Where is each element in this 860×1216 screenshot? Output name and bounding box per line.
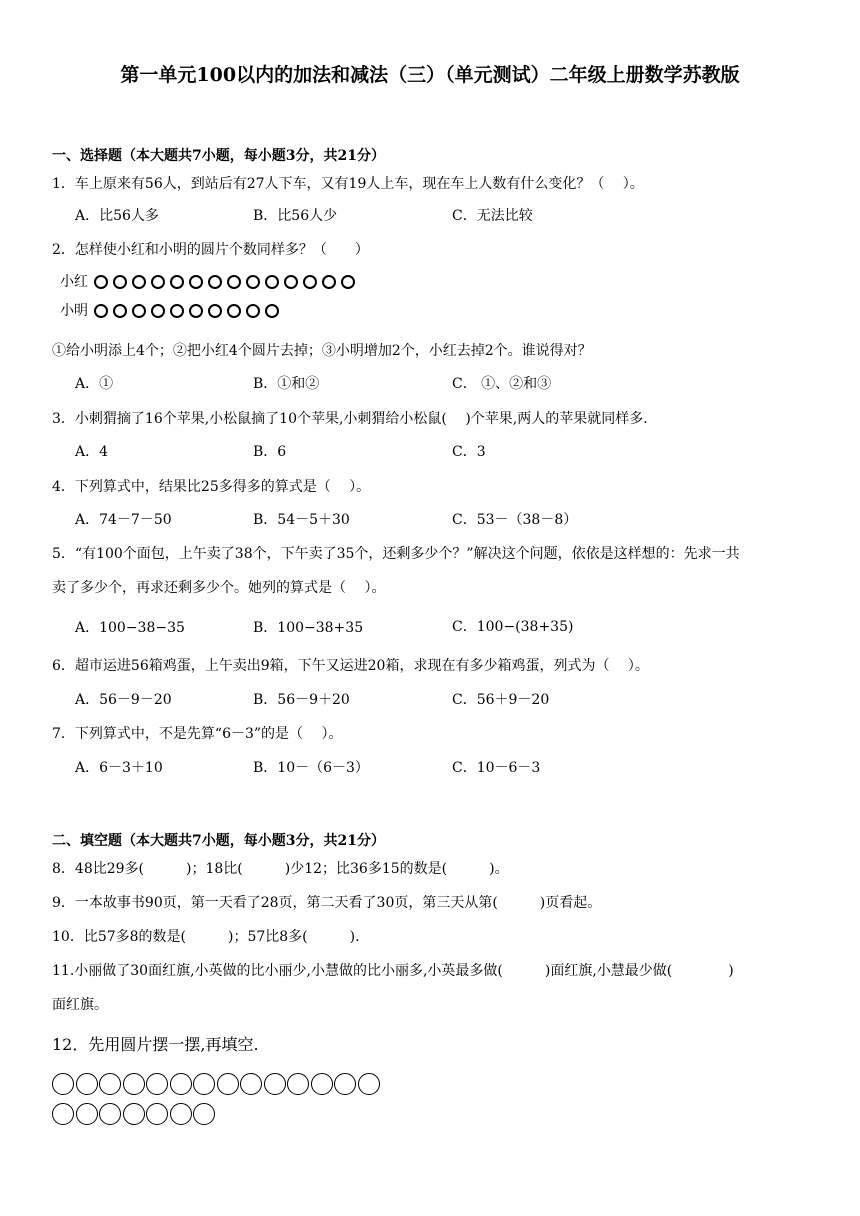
circle-icon	[94, 304, 108, 318]
circle-icon	[208, 275, 222, 289]
circle-icon	[170, 1103, 192, 1125]
circle-icon	[208, 304, 222, 318]
option-2c: C． ①、②和③	[452, 376, 552, 392]
option-5b: B．100−38+35	[253, 620, 364, 636]
circle-icon	[334, 1073, 356, 1095]
option-6a: A．56－9－20	[75, 692, 172, 708]
circle-icon	[189, 275, 203, 289]
circle-icon	[94, 275, 108, 289]
circle-icon	[264, 1073, 286, 1095]
question-9: 9．一本故事书90页，第一天看了28页，第二天看了30页，第三天从第( )页看起。	[52, 895, 602, 911]
circle-icon	[265, 275, 279, 289]
circle-icon	[227, 275, 241, 289]
circle-icon	[132, 275, 146, 289]
circle-icon	[170, 1073, 192, 1095]
question-8: 8．48比29多( )；18比( )少12；比36多15的数是( )。	[52, 861, 509, 877]
circle-group	[94, 272, 360, 292]
circle-icon	[246, 304, 260, 318]
circle-icon	[284, 275, 298, 289]
question-3: 3．小刺猬摘了16个苹果,小松鼠摘了10个苹果,小刺猬给小松鼠( )个苹果,两人的苹果就同样多.	[52, 411, 648, 427]
circle-icon	[146, 1103, 168, 1125]
circle-icon	[358, 1073, 380, 1095]
question-11: 11.小丽做了30面红旗,小英做的比小丽少,小慧做的比小丽多,小英最多做( )面红旗,小慧最少做( )	[52, 963, 734, 979]
circle-icon	[240, 1073, 262, 1095]
question-4: 4．下列算式中，结果比25多得多的算式是（ ）。	[52, 479, 371, 495]
option-1c: C．无法比较	[452, 208, 533, 224]
circle-icon	[76, 1103, 98, 1125]
circle-icon	[146, 1073, 168, 1095]
circle-row-xiaohong	[60, 272, 360, 292]
circle-icon	[193, 1073, 215, 1095]
question-7: 7．下列算式中，不是先算“6－3”的是（ ）。	[52, 726, 343, 742]
circle-icon	[341, 275, 355, 289]
circle-icon	[132, 304, 146, 318]
option-1b: B．比56人少	[253, 208, 338, 224]
circle-group	[94, 301, 284, 321]
question-10: 10．比57多8的数是( )；57比8多( ).	[52, 929, 360, 945]
circle-icon	[193, 1103, 215, 1125]
circle-icon	[287, 1073, 309, 1095]
circle-icon	[227, 304, 241, 318]
circle-icon	[311, 1073, 333, 1095]
circle-icon	[246, 275, 260, 289]
circle-row-2	[52, 1103, 217, 1125]
circle-icon	[99, 1103, 121, 1125]
option-3c: C．3	[452, 444, 486, 460]
section-header-fill: 二、填空题（本大题共7小题，每小题3分，共21分）	[52, 833, 385, 849]
circle-icon	[113, 275, 127, 289]
circle-icon	[151, 304, 165, 318]
circle-icon	[123, 1103, 145, 1125]
question-2: 2．怎样使小红和小明的圆片个数同样多？（ ）	[52, 242, 369, 258]
option-5c: C．100−(38+35)	[452, 619, 574, 635]
option-4c: C．53－（38－8）	[452, 512, 578, 528]
circle-icon	[52, 1103, 74, 1125]
circle-icon	[113, 304, 127, 318]
question-12: 12．先用圆片摆一摆,再填空.	[52, 1035, 259, 1054]
circle-icon	[99, 1073, 121, 1095]
option-5a: A．100−38−35	[75, 620, 185, 636]
option-1a: A．比56人多	[75, 208, 159, 224]
circle-icon	[76, 1073, 98, 1095]
option-4b: B．54－5＋30	[253, 512, 350, 528]
option-7b: B．10－（6－3）	[253, 760, 369, 776]
circle-icon	[322, 275, 336, 289]
question-5: 5．“有100个面包，上午卖了38个，下午卖了35个，还剩多少个？”解决这个问题，依依是这样想的：先求一共	[52, 546, 740, 562]
option-6c: C．56＋9－20	[452, 692, 550, 708]
option-3a: A．4	[75, 444, 109, 460]
question-6: 6．超市运进56箱鸡蛋，上午卖出9箱，下午又运进20箱，求现在有多少箱鸡蛋，列式为（ ）。	[52, 658, 649, 674]
circle-icon	[265, 304, 279, 318]
option-3b: B．6	[253, 444, 287, 460]
option-2a: A．①	[75, 376, 114, 392]
question-11-cont: 面红旗。	[52, 997, 108, 1013]
circle-icon	[170, 275, 184, 289]
circle-icon	[123, 1073, 145, 1095]
circle-icon	[52, 1073, 74, 1095]
row-label: 小红	[60, 274, 88, 290]
option-7a: A．6－3＋10	[75, 760, 163, 776]
circle-icon	[303, 275, 317, 289]
option-6b: B．56－9＋20	[253, 692, 350, 708]
page-title: 第一单元100以内的加法和减法（三）（单元测试）二年级上册数学苏教版	[120, 64, 740, 86]
circle-icon	[170, 304, 184, 318]
question-2-subtext: ①给小明添上4个；②把小红4个圆片去掉；③小明增加2个，小红去掉2个。谁说得对？	[52, 343, 592, 359]
option-4a: A．74－7－50	[75, 512, 172, 528]
circle-row-1	[52, 1073, 381, 1095]
section-header-choice: 一、选择题（本大题共7小题，每小题3分，共21分）	[52, 148, 385, 164]
question-5-cont: 卖了多少个，再求还剩多少个。她列的算式是（ ）。	[52, 580, 386, 596]
question-1: 1．车上原来有56人，到站后有27人下车，又有19人上车，现在车上人数有什么变化？（ ）。	[52, 176, 644, 192]
option-7c: C．10－6－3	[452, 760, 541, 776]
circle-icon	[151, 275, 165, 289]
row-label: 小明	[60, 303, 88, 319]
option-2b: B．①和②	[253, 376, 320, 392]
circle-icon	[189, 304, 203, 318]
circle-row-xiaoming	[60, 301, 284, 321]
circle-icon	[217, 1073, 239, 1095]
